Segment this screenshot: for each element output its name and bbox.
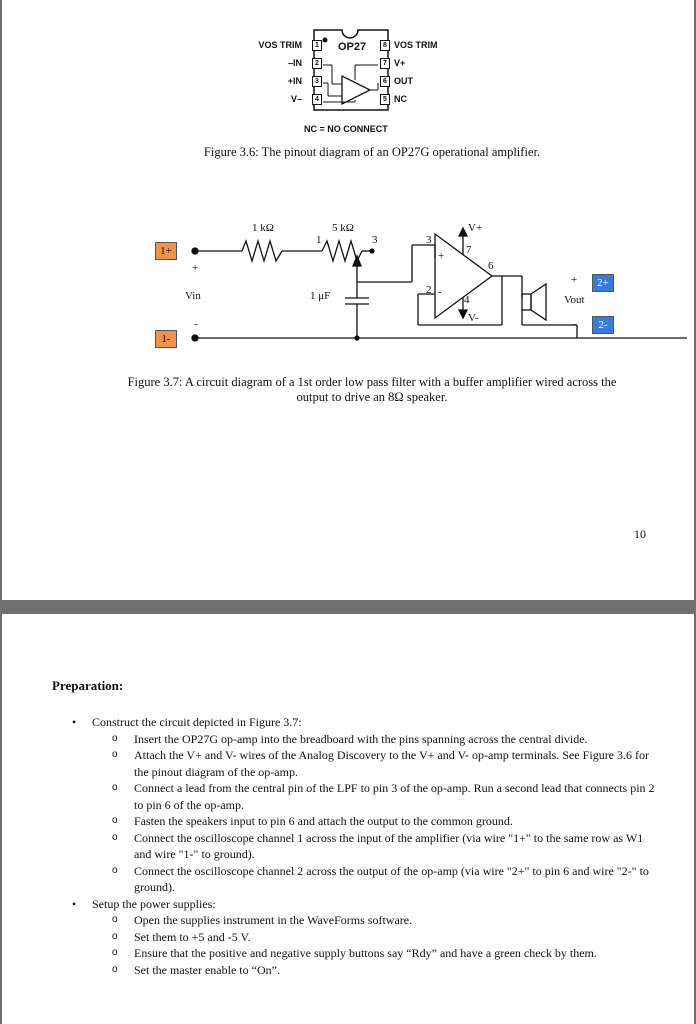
figure-3-6-caption: Figure 3.6: The pinout diagram of an OP27G operational amplifier. (203, 145, 541, 159)
vout-minus-sign: - (573, 318, 577, 330)
list-item: o Connect a lead from the central pin of the LPF to pin 3 of the op-amp. Run a second lead that connects pin 2 to pin 6 of the op-amp. (112, 781, 655, 812)
list-item: • Construct the circuit depicted in Figure 3.7: o Insert the OP27G op-amp into the breadboard with the pins spanning across the central divide. o Attach the V+ and V- wires of the Analog Discovery to the V+ and V- op-amp terminals. See Figure 3.6 for the pinout diagram of the op-amp. o Connect a lead from the central pin of the LPF to pin 3 of the op-amp. Run a second lead that connects pin 2 to pin 6 of the op-amp. o Fasten the speakers input to pin 6 and attach the output to the common ground. o Connect the oscilloscope channel 1 across the input of the amplifier (via wire "1+" to the same row as W1 and wire "1-" to ground). o Connect the oscilloscope channel 2 across the output of the op-amp (via wire "2+" to pin 6 and wire "2-" to ground). (72, 714, 662, 896)
figure-3-7-caption-line-1: Figure 3.7: A circuit diagram of a 1st order low pass filter with a buffer amplifier wired across the (127, 375, 617, 389)
list-item: o Ensure that the positive and negative supply buttons say “Rdy” and have a green check by them. (112, 946, 597, 960)
op27-pinout-diagram (242, 24, 462, 139)
opamp-plus-input-sign: + (438, 250, 445, 262)
pin-2-label: –IN (287, 58, 302, 68)
list-item: o Attach the V+ and V- wires of the Analog Discovery to the V+ and V- op-amp terminals. See Figure 3.6 for the pinout diagram of the op-amp. (112, 748, 650, 779)
list-item: o Set them to +5 and -5 V. (112, 929, 251, 944)
pin-1-label: VOS TRIM (258, 40, 302, 50)
low-pass-filter-circuit-diagram (2, 210, 694, 360)
construct-steps (72, 731, 662, 896)
preparation-heading: Preparation: (52, 678, 124, 693)
pin-6-label: OUT (394, 76, 413, 86)
pin-5-label: NC (394, 94, 407, 104)
pin-3-number: 3 (312, 76, 322, 87)
pin-6-number: 6 (380, 76, 390, 87)
figure-3-7-caption (82, 375, 662, 405)
op27-package-outline (242, 24, 462, 124)
pin-8-label: VOS TRIM (394, 40, 438, 50)
list-item: • Setup the power supplies: o Open the supplies instrument in the WaveForms software. o Set them to +5 and -5 V. o Ensure that the positive and negative supply buttons say “Rdy” and have a green check by them. o Set the master enable to “On”. (72, 896, 662, 979)
opamp-pin-2-label: 2 (426, 284, 432, 296)
vout-plus-sign: + (571, 274, 578, 286)
vplus-label: V+ (468, 222, 483, 234)
opamp-pin-6-label: 6 (488, 260, 494, 272)
r2-label: 5 kΩ (332, 222, 354, 234)
list-item: o Connect the oscilloscope channel 1 across the input of the amplifier (via wire "1+" to the same row as W1 and wire "1-" to ground). (112, 830, 644, 861)
pot-pin-3-label: 3 (372, 234, 378, 246)
chip-label: OP27 (338, 41, 367, 53)
terminal-2-minus: 2- (592, 316, 614, 334)
opamp-pin-4-label: 4 (464, 294, 470, 306)
list-item: o Insert the OP27G op-amp into the breadboard with the pins spanning across the central divide. (112, 731, 588, 746)
capacitor-label: 1 μF (310, 290, 331, 302)
nc-note: NC = NO CONNECT (304, 124, 388, 134)
list-item: o Fasten the speakers input to pin 6 and attach the output to the common ground. (112, 814, 513, 828)
list-item: o Connect the oscilloscope channel 2 across the output of the op-amp (via wire "2+" to pin 6 and wire "2-" to ground). (112, 863, 649, 894)
pin-8-number: 8 (380, 40, 390, 51)
opamp-pin-7-label: 7 (466, 244, 472, 256)
page-number: 10 (634, 527, 646, 541)
list-item: o Set the master enable to “On”. (112, 962, 280, 977)
r1-label: 1 kΩ (252, 222, 274, 234)
bullet-setup-power: Setup the power supplies: (92, 896, 216, 911)
vin-plus-sign: + (192, 262, 199, 274)
terminal-1-minus: 1- (155, 330, 177, 348)
opamp-pin-3-label: 3 (426, 234, 432, 246)
pin-3-label: +IN (287, 76, 302, 86)
preparation-list (72, 714, 662, 978)
document-page-1 (2, 0, 694, 600)
pin-4-number: 4 (312, 94, 322, 105)
pin-7-label: V+ (394, 58, 406, 68)
vin-label: Vin (185, 290, 201, 302)
pot-pin-1-label: 1 (316, 234, 322, 246)
vin-minus-sign: - (194, 318, 198, 330)
pin-7-number: 7 (380, 58, 390, 69)
pin-4-label: V– (290, 94, 302, 104)
terminal-2-plus: 2+ (592, 274, 614, 292)
vminus-label: V- (468, 312, 479, 324)
figure-3-7-caption-line-2: output to drive an 8Ω speaker. (296, 390, 448, 404)
opamp-minus-input-sign: - (438, 286, 442, 298)
bullet-construct-circuit: Construct the circuit depicted in Figure 3.7: (92, 715, 302, 729)
pin-2-number: 2 (312, 58, 322, 69)
pin-1-number: 1 (312, 40, 322, 51)
pin-5-number: 5 (380, 94, 390, 105)
power-steps (72, 912, 662, 978)
vout-label: Vout (564, 294, 585, 306)
list-item: o Open the supplies instrument in the WaveForms software. (112, 913, 413, 927)
document-page-2 (2, 614, 694, 1024)
terminal-1-plus: 1+ (155, 242, 177, 260)
